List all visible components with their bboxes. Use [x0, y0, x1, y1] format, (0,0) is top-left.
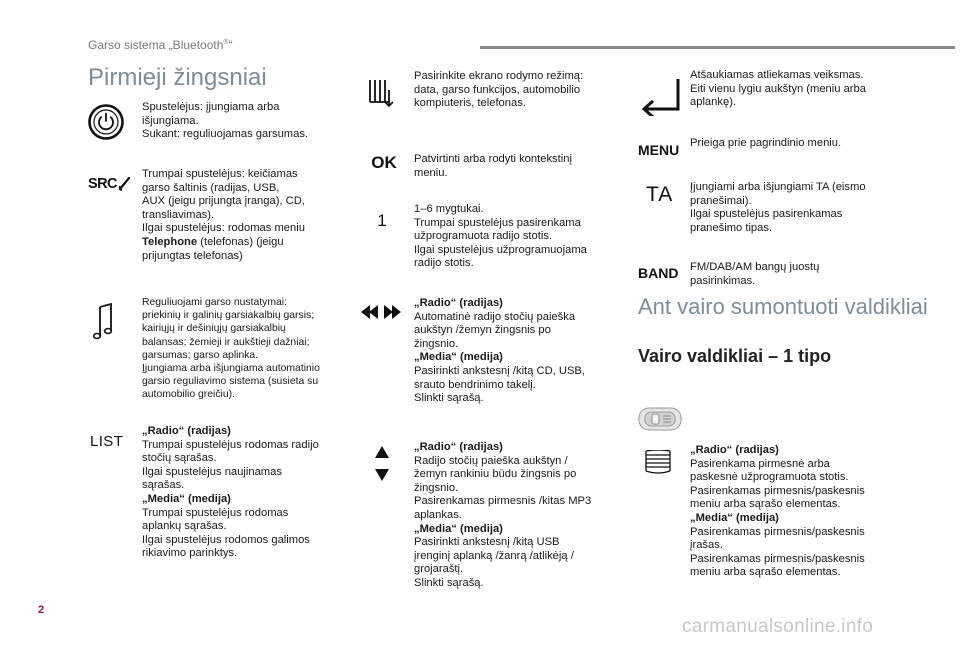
header-rule [480, 46, 955, 49]
band-icon: BAND [638, 265, 679, 281]
ta-icon: TA [646, 183, 674, 206]
ok-icon: OK [371, 153, 397, 172]
src-description: Trumpai spustelėjus: keičiamas garso šaltinis (radijas, USB, AUX (jeigu prijungta įranga), CD, transliavimas). Ilgai spustelėjus: rodomas meniu Telephone (telefonas) (jeigu prijungtas telefonas) [142, 168, 305, 262]
seek-description: „Radio“ (radijas) Automatinė radijo stočių paieška aukštyn /žemyn žingsnis po žingsnio. „Media“ (medija) Pasirinkti ankstesnį /kitą CD, USB, srauto bendrinimo takelį. Slinkti sąrašą. [414, 297, 585, 405]
music-note-icon [92, 303, 114, 341]
section-title-steering-controls: Ant vairo sumontuoti valdikliai [638, 294, 928, 319]
power-description: Spustelėjus: įjungiama arba išjungiama. Sukant: reguliuojamas garsumas. [142, 101, 309, 141]
watermark-logo: carmanualsonline.info [682, 616, 874, 637]
back-description: Atšaukiamas atliekamas veiksmas. Eiti vienu lygiu aukštyn (meniu arba aplankę). [690, 69, 866, 109]
display-mode-description: Pasirinkite ekrano rodymo režimą: data, garso funkcijos, automobilio kompiuteris, telefonas. [414, 70, 584, 110]
display-mode-icon [368, 78, 398, 108]
menu-description: Prieiga prie pagrindinio meniu. [690, 137, 842, 149]
list-description: „Radio“ (radijas) Trumpai spustelėjus rodomas radijo stočių sąrašas. Ilgai spustelėjus naujinamas sąrašas. „Media“ (medija) Trumpai spustelėjus rodomas aplankų sąrašas. Ilgai spustelėjus rodomos galimos rikiavimo parinktys. [142, 425, 319, 560]
power-icon [88, 104, 124, 140]
presets-description: 1–6 mygtukai. Trumpai spustelėjus pasirenkama užprogramuota radijo stotis. Ilgai spustelėjus užprogramuojama radijo stotis. [414, 203, 587, 270]
section-subtitle-steering-type: Vairo valdikliai – 1 tipo [638, 346, 832, 366]
tuning-description: „Radio“ (radijas) Radijo stočių paieška aukštyn / žemyn rankiniu būdu žingsnis po žingsnio. Pasirenkamas pirmesnis /kitas MP3 aplankas. „Media“ (medija) Pasirinkti ankstesnį /kitą USB įrenginį aplanką /žanrą /atlikėją / grojaraštį. Slinkti sąrašą. [414, 441, 592, 589]
band-description: FM/DAB/AM bangų juostų pasirinkimas. [690, 261, 820, 287]
thumbwheel-description: „Radio“ (radijas) Pasirenkama pirmesnė arba paskesnė užprogramuota stotis. Pasirenkamas pirmesnis/paskesnis meniu arba sąrašo elementas. „Media“ (medija) Pasirenkamas pirmesnis/paskesnis įrašas. Pasirenkamas pirmesnis/paskesnis meniu arba sąrašo elementas. [690, 444, 865, 579]
page-number: 2 [38, 604, 45, 616]
page-header-title: Garso sistema „Bluetooth®“ [88, 38, 233, 52]
back-icon [640, 76, 682, 116]
steering-control-image [638, 406, 682, 432]
seek-left-right-icon [360, 304, 402, 320]
preset-one-icon: 1 [377, 211, 387, 230]
ta-description: Įjungiami arba išjungiami TA (eismo pranešimai). Ilgai spustelėjus pasirenkamas pranešimo tipas. [690, 181, 866, 234]
thumbwheel-icon [644, 450, 672, 476]
up-down-arrows-icon [374, 445, 390, 483]
section-title-first-steps: Pirmieji žingsniai [88, 64, 267, 91]
menu-icon: MENU [638, 142, 680, 158]
ok-description: Patvirtinti arba rodyti kontekstinį meniu. [414, 153, 572, 179]
src-phone-icon: SRC [88, 174, 134, 194]
audio-settings-description: Reguliuojami garso nustatymai: priekinių ir galinių garsiakalbių garsis; kairiųjų ir dešiniųjų garsiakalbių balansas; žemieji ir aukštieji dažniai; garsumas; garso aplinka. Įjungiama arba išjungiama automatinio garsio reguliavimo sistema (susieta su automobilio greičiu). [142, 297, 320, 401]
list-icon: LIST [90, 432, 124, 450]
